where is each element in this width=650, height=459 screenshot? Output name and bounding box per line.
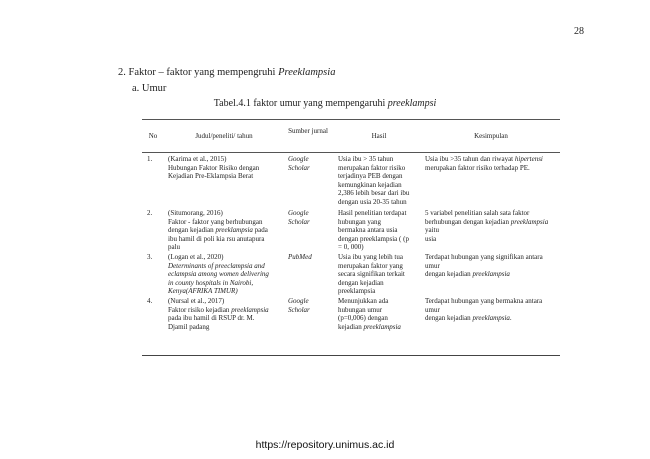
- row2-judul-line: (Situmorang, 2016): [168, 209, 223, 217]
- row3-hasil-line: Usia ibu yang lebih tua: [338, 253, 403, 261]
- header-kesimpulan: Kesimpulan: [474, 132, 508, 140]
- row2-hasil-line: Hasil penelitian terdapat: [338, 209, 407, 217]
- row1-kesimpulan-italic: hipertensi: [514, 155, 543, 163]
- section-heading-text: 2. Faktor – faktor yang mempengruhi: [118, 67, 279, 78]
- row2-no: 2.: [147, 209, 153, 217]
- row1-judul-line: (Karima et al., 2015): [168, 155, 227, 163]
- header-no: No: [148, 132, 158, 140]
- row4-judul: [168, 297, 280, 331]
- row4-hasil: [338, 297, 420, 331]
- row1-hasil-line: terjadinya PEB dengan: [338, 172, 403, 181]
- row4-kesimpulan-italic: preeklampsia: [472, 314, 510, 323]
- row2-kesimpulan-line: usia: [425, 234, 437, 243]
- row3-kesimpulan-italic: preeklampsia: [472, 270, 510, 279]
- row1-hasil-line: merupakan faktor risiko: [338, 163, 406, 172]
- caption-text: Tabel.4.1 faktor umur yang mempengaruhi: [213, 98, 388, 109]
- row3-no: 3.: [147, 253, 153, 261]
- row3-hasil: [338, 253, 420, 296]
- row3-kesimpulan-line: Terdapat hubungan yang signifikan antara umur: [425, 253, 543, 270]
- row2-judul-text: pada: [252, 226, 268, 235]
- row2-kesimpulan-line: [425, 218, 557, 235]
- row2-hasil-line: hubungan yang: [338, 217, 381, 226]
- row1-hasil-line: 2,386 lebih besar dari ibu: [338, 189, 410, 198]
- row2-sumber-line: Scholar: [288, 217, 310, 226]
- row1-judul: [168, 155, 280, 181]
- row2-kesimpulan-text: berhubungan dengan kejadian: [425, 217, 511, 226]
- row4-kesimpulan-text: .: [509, 314, 512, 323]
- row4-no: 4.: [147, 297, 153, 305]
- row2-judul: [168, 209, 280, 252]
- row4-judul-line: Djamil padang: [168, 322, 210, 331]
- row2-judul-line: Faktor - faktor yang berhubungan: [168, 217, 263, 226]
- row4-judul-line: (Nursal et al., 2017): [168, 297, 225, 305]
- row4-judul-italic: preeklampsia: [231, 305, 269, 314]
- row3-hasil-line: preeklampsia: [338, 287, 376, 296]
- row1-judul-line: Hubungan Faktor Risiko dengan: [168, 163, 260, 172]
- row4-judul-line: [168, 306, 280, 315]
- row4-sumber-line: Google: [288, 297, 309, 305]
- header-judul: Judul/peneliti/ tahun: [195, 132, 253, 140]
- row1-kesimpulan-line: merupakan faktor risiko terhadap PE.: [425, 163, 530, 172]
- row3-judul-line: (Logan et al., 2020): [168, 253, 224, 261]
- row4-hasil-line: [338, 323, 420, 332]
- row4-sumber: [288, 297, 310, 314]
- row1-hasil: [338, 155, 420, 207]
- row3-kesimpulan-line: [425, 270, 557, 279]
- subsection-heading: a. Umur: [132, 83, 167, 94]
- row3-kesimpulan: [425, 253, 557, 279]
- row3-judul-line: in county hospitals in Nairobi,: [168, 278, 254, 287]
- row4-hasil-text: kejadian: [338, 322, 364, 331]
- row4-sumber-line: Scholar: [288, 305, 310, 314]
- row1-no: 1.: [147, 155, 153, 163]
- row2-judul-italic: preeklampsia: [215, 226, 253, 235]
- row4-kesimpulan-line: Terdapat hubungan yang bermakna antara umur: [425, 297, 543, 314]
- row2-judul-line: ibu hamil di poli kia rsu anutapura: [168, 234, 265, 243]
- row4-judul-text: Faktor risiko kejadian: [168, 305, 232, 314]
- row1-sumber: [288, 155, 310, 172]
- row3-hasil-line: secara signifikan terkait: [338, 270, 405, 279]
- row1-hasil-line: Usia ibu > 35 tahun: [338, 155, 394, 163]
- row1-hasil-line: dengan usia 20-35 tahun: [338, 197, 407, 206]
- table-bottom-rule: [142, 355, 560, 356]
- row4-hasil-italic: preeklampsia: [363, 322, 401, 331]
- row3-judul-line: eclampsia among women delivering: [168, 270, 269, 279]
- row3-judul: [168, 253, 280, 296]
- row4-hasil-line: Menunjukkan ada: [338, 297, 389, 305]
- row4-hasil-line: (p=0,006) dengan: [338, 314, 388, 323]
- row3-sumber: [288, 253, 312, 262]
- row3-hasil-line: dengan kejadian: [338, 278, 384, 287]
- header-hasil: Hasil: [371, 132, 387, 140]
- row3-kesimpulan-text: dengan kejadian: [425, 270, 473, 279]
- footer-url[interactable]: https://repository.unimus.ac.id: [255, 439, 395, 451]
- row3-judul-line: Kenya(AFRIKA TIMUR): [168, 287, 238, 296]
- row1-judul-line: Kejadian Pre-Eklampsia Berat: [168, 172, 254, 181]
- row2-hasil-line: dengan preeklampsia ( (p: [338, 234, 409, 243]
- row1-kesimpulan-line: [425, 155, 557, 164]
- header-sumber: Sumber jurnal: [288, 127, 328, 135]
- row2-kesimpulan: [425, 209, 557, 243]
- row3-judul-line: Determinants of preeclampsia and: [168, 261, 265, 270]
- table-caption: [0, 98, 650, 109]
- row2-hasil-line: bermakna antara usia: [338, 226, 398, 235]
- row1-sumber-line: Google: [288, 155, 309, 163]
- caption-italic: preeklampsi: [387, 98, 437, 109]
- row4-judul-line: pada ibu hamil di RSUP dr. M.: [168, 314, 255, 323]
- row4-kesimpulan: [425, 297, 557, 323]
- row2-kesimpulan-italic: preeklampsia: [510, 217, 549, 226]
- row4-kesimpulan-line: [425, 314, 557, 323]
- table-header-rule: [142, 152, 560, 153]
- row4-hasil-line: hubungan umur: [338, 305, 383, 314]
- row2-judul-line: [168, 226, 280, 235]
- section-heading-italic: Preeklampsia: [278, 67, 336, 78]
- row1-kesimpulan-text: Usia ibu >35 tahun dan riwayat: [425, 155, 515, 163]
- row1-sumber-line: Scholar: [288, 163, 310, 172]
- row2-kesimpulan-line: 5 variabel penelitian salah sata faktor: [425, 209, 530, 217]
- row2-hasil-line: = 0, 000): [338, 243, 364, 252]
- table-top-rule: [142, 119, 560, 120]
- page-number: 28: [574, 26, 584, 37]
- row3-sumber-line: PubMed: [288, 253, 312, 261]
- row1-hasil-line: kemungkinan kejadian: [338, 180, 402, 189]
- row2-sumber: [288, 209, 310, 226]
- row4-kesimpulan-text: dengan kejadian: [425, 314, 473, 323]
- row3-hasil-line: merupakan faktor yang: [338, 261, 403, 270]
- row2-kesimpulan-text: yaitu: [425, 226, 439, 235]
- row1-kesimpulan: [425, 155, 557, 172]
- section-heading: [118, 67, 335, 78]
- row2-sumber-line: Google: [288, 209, 309, 217]
- row2-hasil: [338, 209, 420, 252]
- row2-judul-text: dengan kejadian: [168, 226, 216, 235]
- row2-judul-line: palu: [168, 243, 181, 252]
